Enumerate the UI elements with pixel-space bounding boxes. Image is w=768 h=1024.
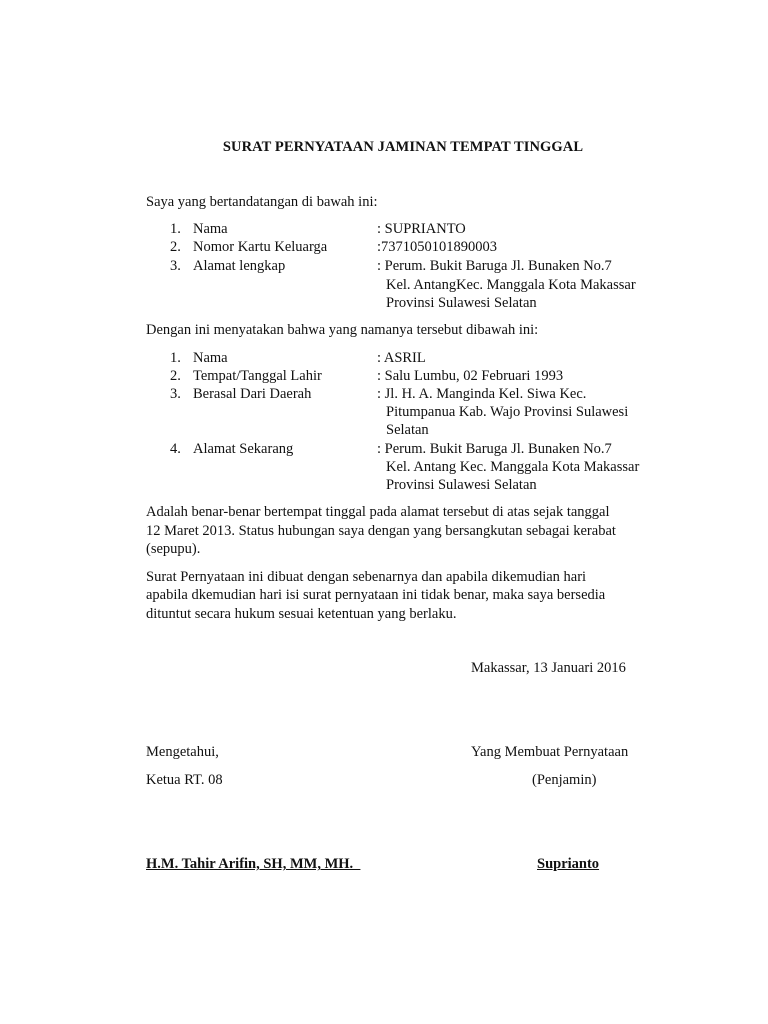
item-value-line: : Perum. Bukit Baruga Jl. Bunaken No.7 bbox=[377, 441, 612, 457]
place-date: Makassar, 13 Januari 2016 bbox=[471, 660, 626, 676]
item-value-line: : Jl. H. A. Manginda Kel. Siwa Kec. bbox=[377, 386, 587, 402]
paragraph-line: Adalah benar-benar bertempat tinggal pada alamat tersebut di atas sejak tanggal bbox=[146, 504, 610, 520]
acknowledged-label: Mengetahui, bbox=[146, 744, 219, 760]
item-number: 1. bbox=[170, 350, 181, 366]
statement-intro: Dengan ini menyatakan bahwa yang namanya tersebut dibawah ini: bbox=[146, 322, 539, 338]
item-value-line: Kel. Antang Kec. Manggala Kota Makassar bbox=[386, 459, 640, 475]
declarant-label: Yang Membuat Pernyataan bbox=[471, 744, 629, 760]
item-number: 2. bbox=[170, 239, 181, 255]
item-number: 2. bbox=[170, 368, 181, 384]
guarantor-role: (Penjamin) bbox=[532, 772, 597, 788]
item-value-line: Kel. AntangKec. Manggala Kota Makassar bbox=[386, 277, 636, 293]
item-label: Nama bbox=[193, 350, 228, 366]
paragraph-line: apabila dkemudian hari isi surat pernyataan ini tidak benar, maka saya bersedia bbox=[146, 587, 606, 603]
item-number: 3. bbox=[170, 386, 181, 402]
item-label: Nomor Kartu Keluarga bbox=[193, 239, 328, 255]
item-number: 4. bbox=[170, 441, 181, 457]
paragraph-line: (sepupu). bbox=[146, 541, 201, 557]
item-value-line: Provinsi Sulawesi Selatan bbox=[386, 477, 537, 493]
item-label: Berasal Dari Daerah bbox=[193, 386, 312, 402]
item-value-line: : Perum. Bukit Baruga Jl. Bunaken No.7 bbox=[377, 258, 612, 274]
document-title: SURAT PERNYATAAN JAMINAN TEMPAT TINGGAL bbox=[222, 139, 584, 155]
item-label: Nama bbox=[193, 221, 228, 237]
item-number: 3. bbox=[170, 258, 181, 274]
item-number: 1. bbox=[170, 221, 181, 237]
paragraph-line: dituntut secara hukum sesuai ketentuan yang berlaku. bbox=[146, 606, 457, 622]
item-label: Tempat/Tanggal Lahir bbox=[193, 368, 322, 384]
guarantor-name: Suprianto bbox=[537, 856, 600, 872]
item-value-line: : ASRIL bbox=[377, 350, 426, 366]
item-value-line: : Salu Lumbu, 02 Februari 1993 bbox=[377, 368, 564, 384]
paragraph-line: Surat Pernyataan ini dibuat dengan sebenarnya dan apabila dikemudian hari bbox=[146, 569, 587, 585]
item-label: Alamat Sekarang bbox=[193, 441, 294, 457]
item-value-line: Provinsi Sulawesi Selatan bbox=[386, 295, 537, 311]
intro-text: Saya yang bertandatangan di bawah ini: bbox=[146, 194, 378, 210]
paragraph-line: 12 Maret 2013. Status hubungan saya dengan yang bersangkutan sebagai kerabat bbox=[146, 523, 616, 539]
rt-head-role: Ketua RT. 08 bbox=[146, 772, 223, 788]
rt-head-name: H.M. Tahir Arifin, SH, MM, MH. bbox=[146, 856, 361, 872]
item-value-line: :7371050101890003 bbox=[377, 239, 498, 255]
item-value-line: Selatan bbox=[386, 422, 429, 438]
item-value-line: Pitumpanua Kab. Wajo Provinsi Sulawesi bbox=[386, 404, 629, 420]
item-label: Alamat lengkap bbox=[193, 258, 286, 274]
item-value-line: : SUPRIANTO bbox=[377, 221, 466, 237]
